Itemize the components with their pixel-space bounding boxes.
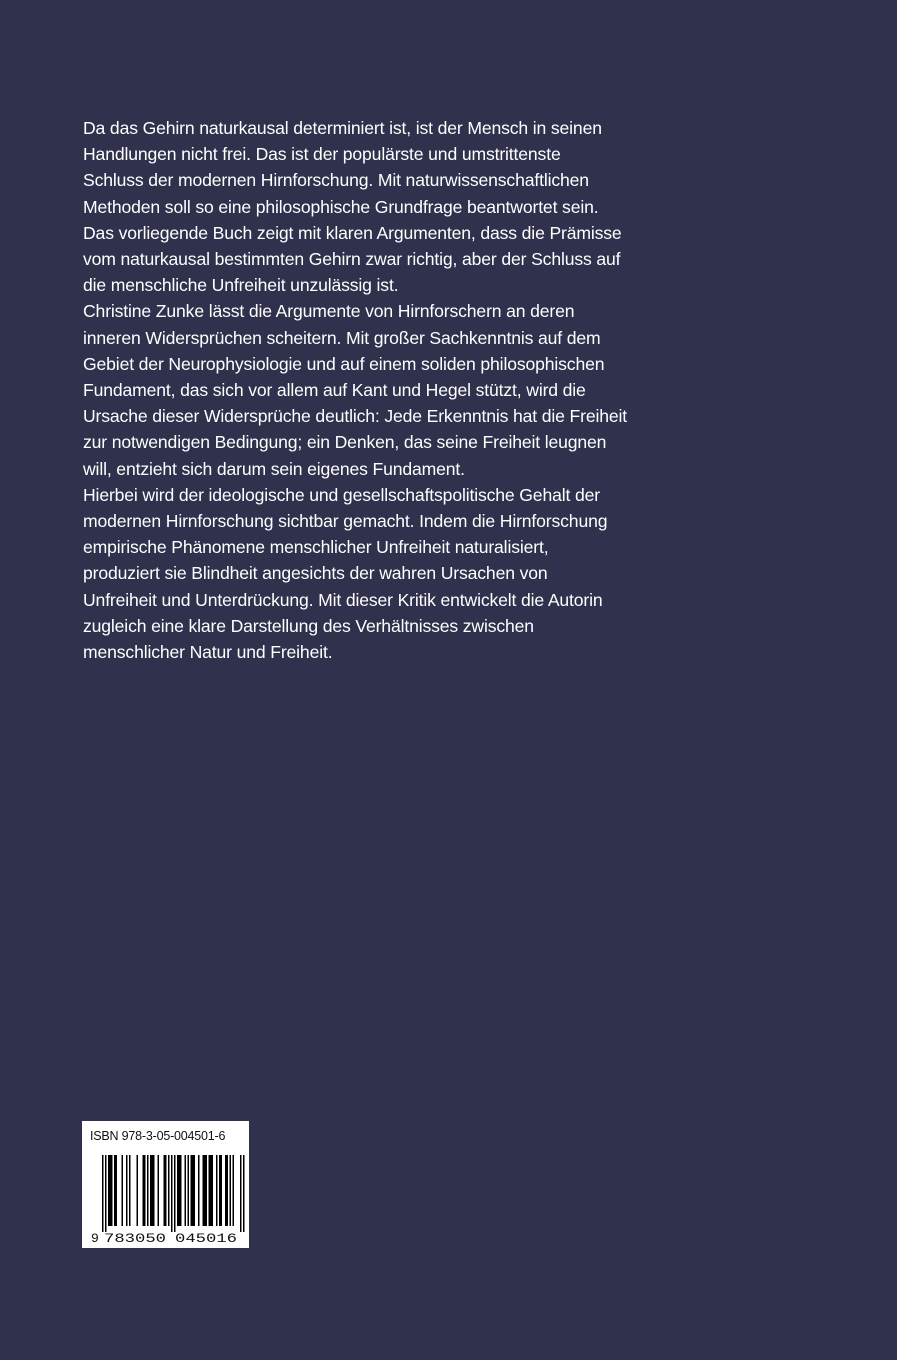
barcode-bar xyxy=(108,1155,113,1226)
barcode-bar xyxy=(203,1155,208,1226)
barcode-bar xyxy=(188,1155,190,1226)
barcode-bar xyxy=(143,1155,146,1226)
barcode-left-digits: 783050 xyxy=(104,1231,166,1246)
blurb-paragraph-2: Christine Zunke lässt die Argumente von Hirnforschern an deren inneren Widersprüchen scheitern. Mit großer Sachkenntnis auf dem Gebiet der Neurophysiologie und auf einem soliden philosophischen Fundament, das sich vor allem auf Kant und Hegel stützt, wird die Ursache dieser Widersprüche deutlich: Jede Erkenntnis hat die Freiheit zur notwendigen Bedingung; ein Denken, das seine Freiheit leugnen will, entzieht sich darum sein eigenes Fundament. xyxy=(83,301,627,479)
barcode-bar xyxy=(230,1155,232,1226)
barcode-bar xyxy=(129,1155,131,1226)
isbn-barcode-panel xyxy=(82,1121,249,1248)
barcode-bar xyxy=(158,1155,160,1226)
barcode-bar xyxy=(219,1155,222,1226)
barcode-guard-bar xyxy=(174,1155,176,1232)
barcode-guard-bar xyxy=(240,1155,242,1232)
barcode-bar xyxy=(209,1155,214,1226)
barcode-bar xyxy=(233,1155,235,1226)
barcode-bar xyxy=(198,1155,200,1226)
barcode-bars xyxy=(102,1155,245,1232)
barcode-bar xyxy=(147,1155,149,1226)
barcode-bar xyxy=(114,1155,117,1226)
blurb-paragraph-1: Da das Gehirn naturkausal determiniert ist, ist der Mensch in seinen Handlungen nicht frei. Das ist der populärste und umstrittenste Schluss der modernen Hirnforschung. Mit naturwissenschaftlichen Methoden soll so eine philosophische Grundfrage beantwortet sein. Das vorliegende Buch zeigt mit klaren Argumenten, dass die Prämisse vom naturkausal bestimmten Gehirn zwar richtig, aber der Schluss auf die menschliche Unfreiheit unzulässig ist. xyxy=(83,118,622,296)
barcode-guard-bar xyxy=(171,1155,173,1232)
blurb-paragraph-3: Hierbei wird der ideologische und gesellschaftspolitische Gehalt der modernen Hirnforschung sichtbar gemacht. Indem die Hirnforschung empirische Phänomene menschlicher Unfreiheit naturalisiert, produziert sie Blindheit angesichts der wahren Ursachen von Unfreiheit und Unterdrückung. Mit dieser Kritik entwickelt die Autorin zugleich eine klare Darstellung des Verhältnisses zwischen menschlicher Natur und Freiheit. xyxy=(83,484,608,663)
barcode-bar xyxy=(168,1155,170,1226)
back-cover-blurb xyxy=(83,115,723,665)
barcode-bar xyxy=(122,1155,124,1226)
barcode-guard-bar xyxy=(105,1155,107,1232)
barcode-bar xyxy=(150,1155,155,1226)
barcode-bar xyxy=(126,1155,128,1226)
barcode-bar xyxy=(137,1155,139,1226)
barcode-bar xyxy=(164,1155,167,1226)
barcode-bar xyxy=(177,1155,182,1226)
barcode-bar xyxy=(185,1155,187,1226)
barcode-bar xyxy=(191,1155,196,1226)
isbn-label: ISBN 978-3-05-004501-6 xyxy=(90,1129,226,1143)
barcode-right-digits: 045016 xyxy=(175,1231,237,1246)
barcode-first-digit: 9 xyxy=(91,1231,99,1246)
ean13-barcode xyxy=(82,1121,249,1248)
barcode-guard-bar xyxy=(102,1155,104,1232)
barcode-guard-bar xyxy=(243,1155,245,1232)
barcode-bar xyxy=(216,1155,218,1226)
barcode-bar xyxy=(225,1155,228,1226)
